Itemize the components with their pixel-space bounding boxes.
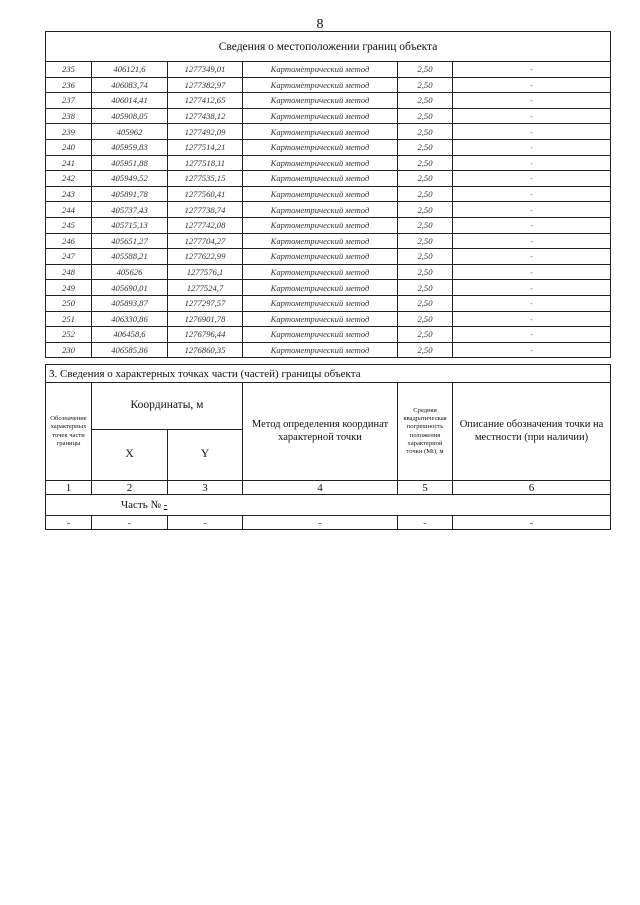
coord-y: 1277518,11 (168, 155, 243, 171)
method: Картометрический метод (243, 280, 398, 296)
description: - (453, 342, 611, 358)
accuracy: 2,50 (398, 217, 453, 233)
method: Картометрический метод (243, 77, 398, 93)
point-number: 251 (46, 311, 92, 327)
point-number: 240 (46, 139, 92, 155)
point-number: 244 (46, 202, 92, 218)
point-number: 246 (46, 233, 92, 249)
description: - (453, 139, 611, 155)
column-number: 6 (453, 481, 611, 495)
description: - (453, 233, 611, 249)
method: Картометрический метод (243, 62, 398, 78)
accuracy: 2,50 (398, 155, 453, 171)
table-row (46, 202, 611, 218)
method: Картометрический метод (243, 217, 398, 233)
accuracy: 2,50 (398, 249, 453, 265)
table-row (46, 217, 611, 233)
coord-x: 405626 (92, 264, 168, 280)
coord-x: 405737,43 (92, 202, 168, 218)
coord-y: 1277560,41 (168, 186, 243, 202)
header-x: X (92, 430, 168, 481)
coord-x: 405951,88 (92, 155, 168, 171)
table-row (46, 108, 611, 124)
description: - (453, 108, 611, 124)
coord-y: 1277349,01 (168, 62, 243, 78)
method: Картометрический метод (243, 202, 398, 218)
coord-x: 406330,86 (92, 311, 168, 327)
table-cell: - (168, 516, 243, 530)
header-description: Описание обозначения точки на местности (при наличии) (453, 383, 611, 481)
method: Картометрический метод (243, 171, 398, 187)
coord-x: 406121,6 (92, 62, 168, 78)
part-label: Часть № (121, 499, 161, 511)
header-method: Метод определения координат характерной точки (243, 383, 398, 481)
coord-x: 405588,21 (92, 249, 168, 265)
column-number-row (46, 481, 611, 495)
header-row-1 (46, 383, 611, 430)
point-number: 243 (46, 186, 92, 202)
header-accuracy: Средняя квадратическая погрешность положения характерной точки (Mt), м (398, 383, 453, 481)
method: Картометрический метод (243, 342, 398, 358)
accuracy: 2,50 (398, 295, 453, 311)
accuracy: 2,50 (398, 124, 453, 140)
table-row (46, 171, 611, 187)
table-row (46, 280, 611, 296)
description: - (453, 327, 611, 343)
point-number: 238 (46, 108, 92, 124)
table-row (46, 264, 611, 280)
table-row (46, 342, 611, 358)
accuracy: 2,50 (398, 311, 453, 327)
coord-x: 405651,27 (92, 233, 168, 249)
part-cell (46, 495, 611, 516)
coord-y: 1277535,15 (168, 171, 243, 187)
description: - (453, 77, 611, 93)
page-number: 8 (316, 17, 324, 32)
method: Картометрический метод (243, 327, 398, 343)
header-y: Y (168, 430, 243, 481)
point-number: 236 (46, 77, 92, 93)
coord-y: 1277738,74 (168, 202, 243, 218)
description: - (453, 280, 611, 296)
table-row (46, 295, 611, 311)
coord-y: 1277514,21 (168, 139, 243, 155)
method: Картометрический метод (243, 311, 398, 327)
accuracy: 2,50 (398, 62, 453, 78)
table-title-row (46, 32, 611, 62)
coord-y: 1276860,35 (168, 342, 243, 358)
point-number: 248 (46, 264, 92, 280)
point-number: 242 (46, 171, 92, 187)
coord-y: 1277492,09 (168, 124, 243, 140)
description: - (453, 124, 611, 140)
coord-y: 1277524,7 (168, 280, 243, 296)
description: - (453, 249, 611, 265)
column-number: 1 (46, 481, 92, 495)
table-cell: - (92, 516, 168, 530)
column-number: 4 (243, 481, 398, 495)
table-row (46, 139, 611, 155)
coord-x: 405893,87 (92, 295, 168, 311)
table-cell: - (453, 516, 611, 530)
section3-title-row (46, 365, 611, 383)
table-row (46, 155, 611, 171)
point-number: 245 (46, 217, 92, 233)
coord-x: 405962 (92, 124, 168, 140)
description: - (453, 186, 611, 202)
coord-x: 406585,86 (92, 342, 168, 358)
accuracy: 2,50 (398, 108, 453, 124)
table-row (46, 62, 611, 78)
coord-x: 405959,83 (92, 139, 168, 155)
method: Картометрический метод (243, 295, 398, 311)
coord-y: 1277622,99 (168, 249, 243, 265)
accuracy: 2,50 (398, 171, 453, 187)
description: - (453, 155, 611, 171)
coord-x: 406014,41 (92, 93, 168, 109)
part-row (46, 495, 611, 516)
point-number: 250 (46, 295, 92, 311)
description: - (453, 264, 611, 280)
point-number: 239 (46, 124, 92, 140)
section3-title: 3. Сведения о характерных точках части (частей) границы объекта (46, 365, 611, 383)
coord-x: 405891,78 (92, 186, 168, 202)
description: - (453, 295, 611, 311)
description: - (453, 311, 611, 327)
table-row (46, 186, 611, 202)
point-number: 230 (46, 342, 92, 358)
point-number: 235 (46, 62, 92, 78)
section-title: Сведения о местоположении границ объекта (46, 32, 611, 62)
method: Картометрический метод (243, 108, 398, 124)
method: Картометрический метод (243, 186, 398, 202)
coord-y: 1277382,97 (168, 77, 243, 93)
table-row (46, 327, 611, 343)
header-designation: Обозначение характерных точек части границы (46, 383, 92, 481)
method: Картометрический метод (243, 155, 398, 171)
table-row (46, 77, 611, 93)
header-coordinates: Координаты, м (92, 383, 243, 430)
accuracy: 2,50 (398, 139, 453, 155)
table-row (46, 311, 611, 327)
table-row (46, 249, 611, 265)
point-number: 247 (46, 249, 92, 265)
point-number: 249 (46, 280, 92, 296)
coord-x: 405949,52 (92, 171, 168, 187)
accuracy: 2,50 (398, 280, 453, 296)
coord-x: 406458,6 (92, 327, 168, 343)
accuracy: 2,50 (398, 186, 453, 202)
method: Картометрический метод (243, 93, 398, 109)
point-number: 241 (46, 155, 92, 171)
table-row (46, 233, 611, 249)
accuracy: 2,50 (398, 342, 453, 358)
boundary-coordinates-table (45, 31, 611, 358)
accuracy: 2,50 (398, 233, 453, 249)
method: Картометрический метод (243, 124, 398, 140)
coord-x: 406083,74 (92, 77, 168, 93)
point-number: 237 (46, 93, 92, 109)
column-number: 2 (92, 481, 168, 495)
coord-y: 1276796,44 (168, 327, 243, 343)
method: Картометрический метод (243, 249, 398, 265)
table-row (46, 124, 611, 140)
accuracy: 2,50 (398, 327, 453, 343)
point-number: 252 (46, 327, 92, 343)
part-number: - (163, 499, 168, 511)
description: - (453, 171, 611, 187)
coord-y: 1277704,27 (168, 233, 243, 249)
coord-y: 1277438,12 (168, 108, 243, 124)
coord-y: 1276901,78 (168, 311, 243, 327)
method: Картометрический метод (243, 264, 398, 280)
coord-x: 405908,05 (92, 108, 168, 124)
empty-data-row (46, 516, 611, 530)
description: - (453, 62, 611, 78)
description: - (453, 202, 611, 218)
coord-x: 405715,13 (92, 217, 168, 233)
accuracy: 2,50 (398, 202, 453, 218)
table-cell: - (398, 516, 453, 530)
table-cell: - (46, 516, 92, 530)
coord-y: 1277742,08 (168, 217, 243, 233)
column-number: 5 (398, 481, 453, 495)
accuracy: 2,50 (398, 77, 453, 93)
column-number: 3 (168, 481, 243, 495)
description: - (453, 93, 611, 109)
coord-y: 1277297,57 (168, 295, 243, 311)
coord-y: 1277576,1 (168, 264, 243, 280)
method: Картометрический метод (243, 139, 398, 155)
coord-x: 405690,01 (92, 280, 168, 296)
accuracy: 2,50 (398, 93, 453, 109)
description: - (453, 217, 611, 233)
method: Картометрический метод (243, 233, 398, 249)
accuracy: 2,50 (398, 264, 453, 280)
part-points-table (45, 364, 611, 530)
table-cell: - (243, 516, 398, 530)
table-row (46, 93, 611, 109)
coord-y: 1277412,65 (168, 93, 243, 109)
